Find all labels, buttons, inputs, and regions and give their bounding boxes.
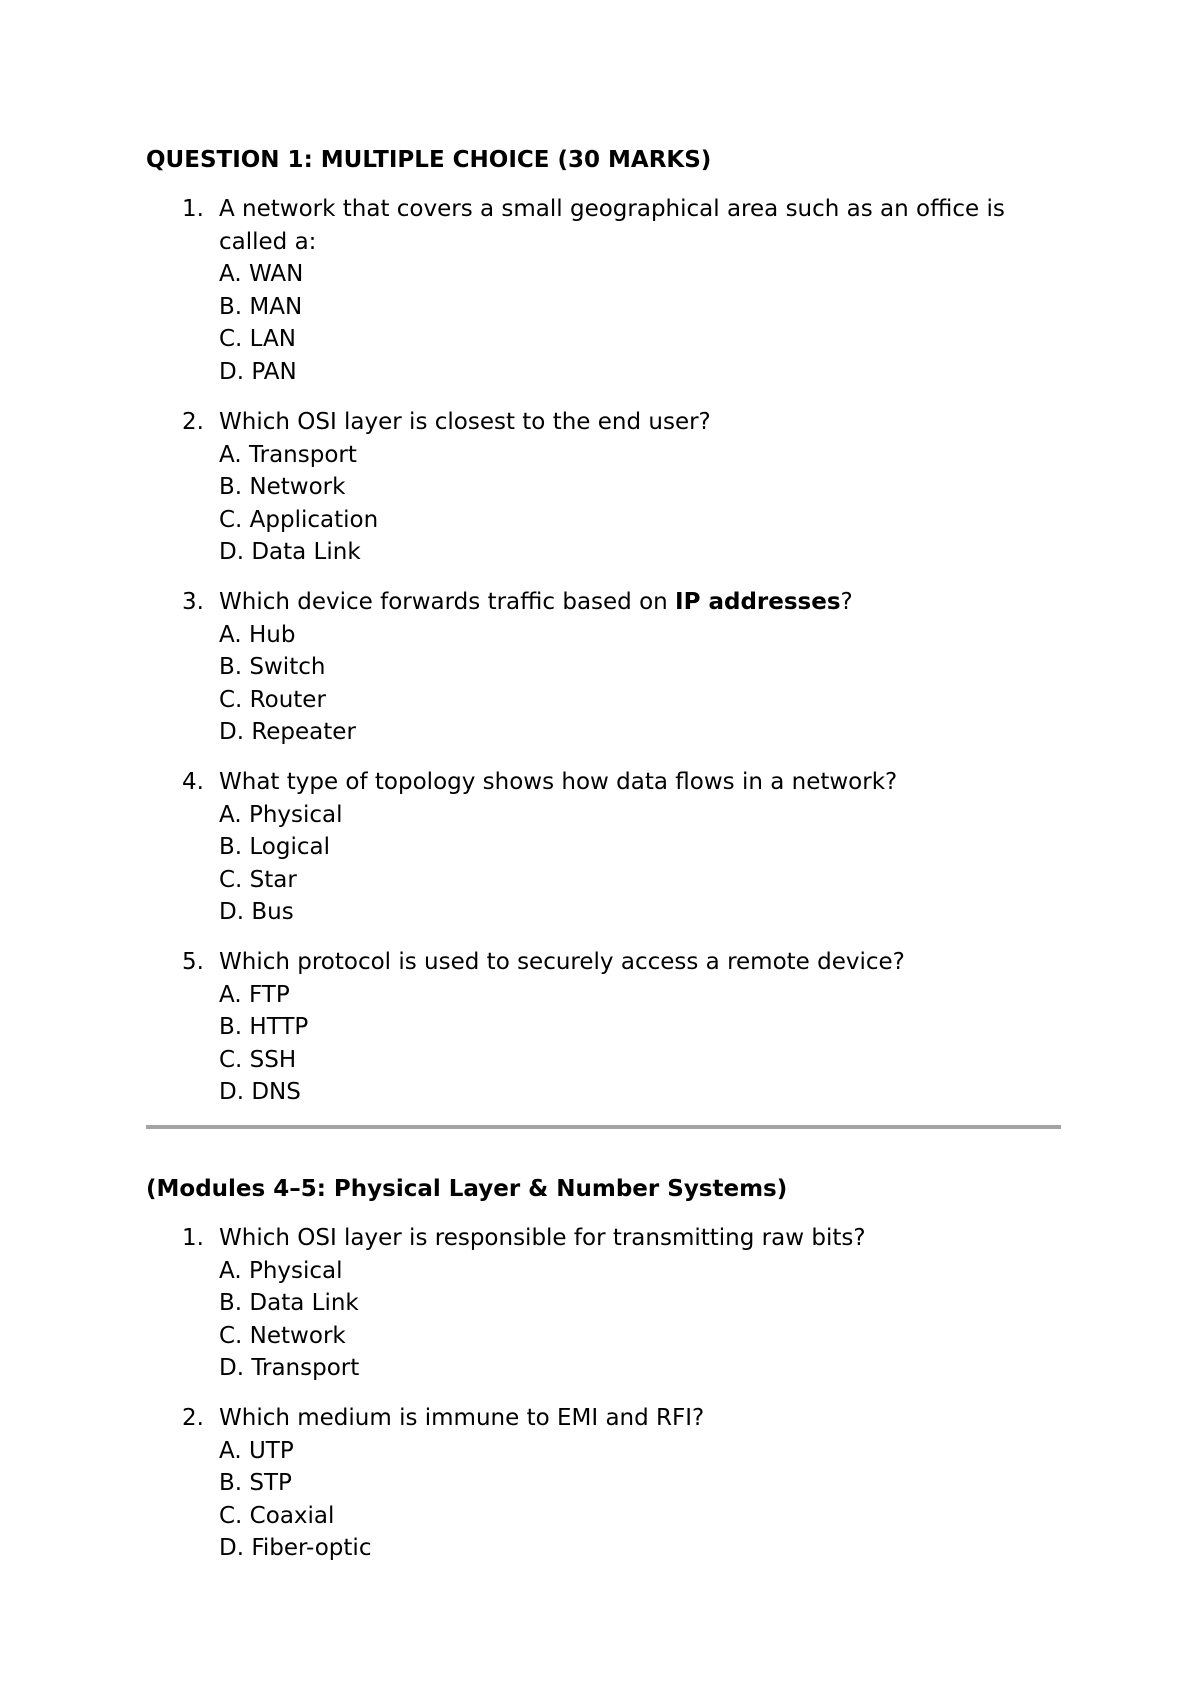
option-b: B. Logical <box>219 834 331 861</box>
option-b: B. Switch <box>219 654 326 681</box>
option-d: D. Bus <box>219 899 294 926</box>
option-c: C. Star <box>219 866 297 893</box>
option-a: A. Physical <box>219 801 343 828</box>
question-item <box>146 1402 1066 1565</box>
answer-options <box>219 799 1066 929</box>
option-c: C. Network <box>219 1322 346 1349</box>
question-number: 4. <box>182 769 204 795</box>
question-item <box>146 586 1066 749</box>
option-a: A. Hub <box>219 621 296 648</box>
question-item <box>146 406 1066 569</box>
question-text: Which medium is immune to EMI and RFI? <box>219 1405 705 1431</box>
option-a: A. UTP <box>219 1437 294 1464</box>
option-d: D. Fiber-optic <box>219 1535 372 1562</box>
option-b: B. Data Link <box>219 1290 359 1317</box>
question-number: 2. <box>182 1405 204 1431</box>
horizontal-divider <box>146 1125 1061 1129</box>
option-b: B. HTTP <box>219 1014 309 1041</box>
question-number: 1. <box>182 196 204 222</box>
question-text-part: Which device forwards traffic based on <box>219 589 676 615</box>
question-item <box>146 946 1066 1109</box>
answer-options <box>219 439 1066 569</box>
section-title-multiple-choice: QUESTION 1: MULTIPLE CHOICE (30 MARKS) <box>146 147 712 173</box>
answer-options <box>219 258 1066 388</box>
option-d: D. Transport <box>219 1355 360 1382</box>
option-a: A. FTP <box>219 981 290 1008</box>
question-number: 1. <box>182 1225 204 1251</box>
question-text <box>219 586 1066 619</box>
question-text: What type of topology shows how data flows in a network? <box>219 769 898 795</box>
option-c: C. SSH <box>219 1046 297 1073</box>
question-text: A network that covers a small geographical area such as an office is called a: <box>219 196 1005 255</box>
option-c: C. Router <box>219 686 326 713</box>
option-c: C. Coaxial <box>219 1502 335 1529</box>
question-item <box>146 1222 1066 1385</box>
question-text-bold: IP addresses <box>675 589 841 615</box>
section-title-modules: (Modules 4–5: Physical Layer & Number Systems) <box>146 1176 788 1202</box>
option-c: C. LAN <box>219 326 296 353</box>
question-number: 2. <box>182 409 204 435</box>
option-a: A. Physical <box>219 1257 343 1284</box>
option-b: B. STP <box>219 1470 292 1497</box>
option-d: D. Repeater <box>219 719 356 746</box>
option-b: B. Network <box>219 474 346 501</box>
answer-options <box>219 1255 1066 1385</box>
question-item <box>146 766 1066 929</box>
question-text: Which protocol is used to securely access a remote device? <box>219 949 905 975</box>
question-text: Which OSI layer is closest to the end user? <box>219 409 711 435</box>
option-b: B. MAN <box>219 293 303 320</box>
answer-options <box>219 979 1066 1109</box>
option-a: A. Transport <box>219 441 357 468</box>
answer-options <box>219 1435 1066 1565</box>
question-number: 5. <box>182 949 204 975</box>
option-a: A. WAN <box>219 261 304 288</box>
option-c: C. Application <box>219 506 379 533</box>
answer-options <box>219 619 1066 749</box>
question-text-part: ? <box>840 589 853 615</box>
option-d: D. Data Link <box>219 539 361 566</box>
option-d: D. DNS <box>219 1079 301 1106</box>
question-text: Which OSI layer is responsible for transmitting raw bits? <box>219 1225 866 1251</box>
question-number: 3. <box>182 589 204 615</box>
question-item <box>146 193 1066 389</box>
option-d: D. PAN <box>219 358 297 385</box>
